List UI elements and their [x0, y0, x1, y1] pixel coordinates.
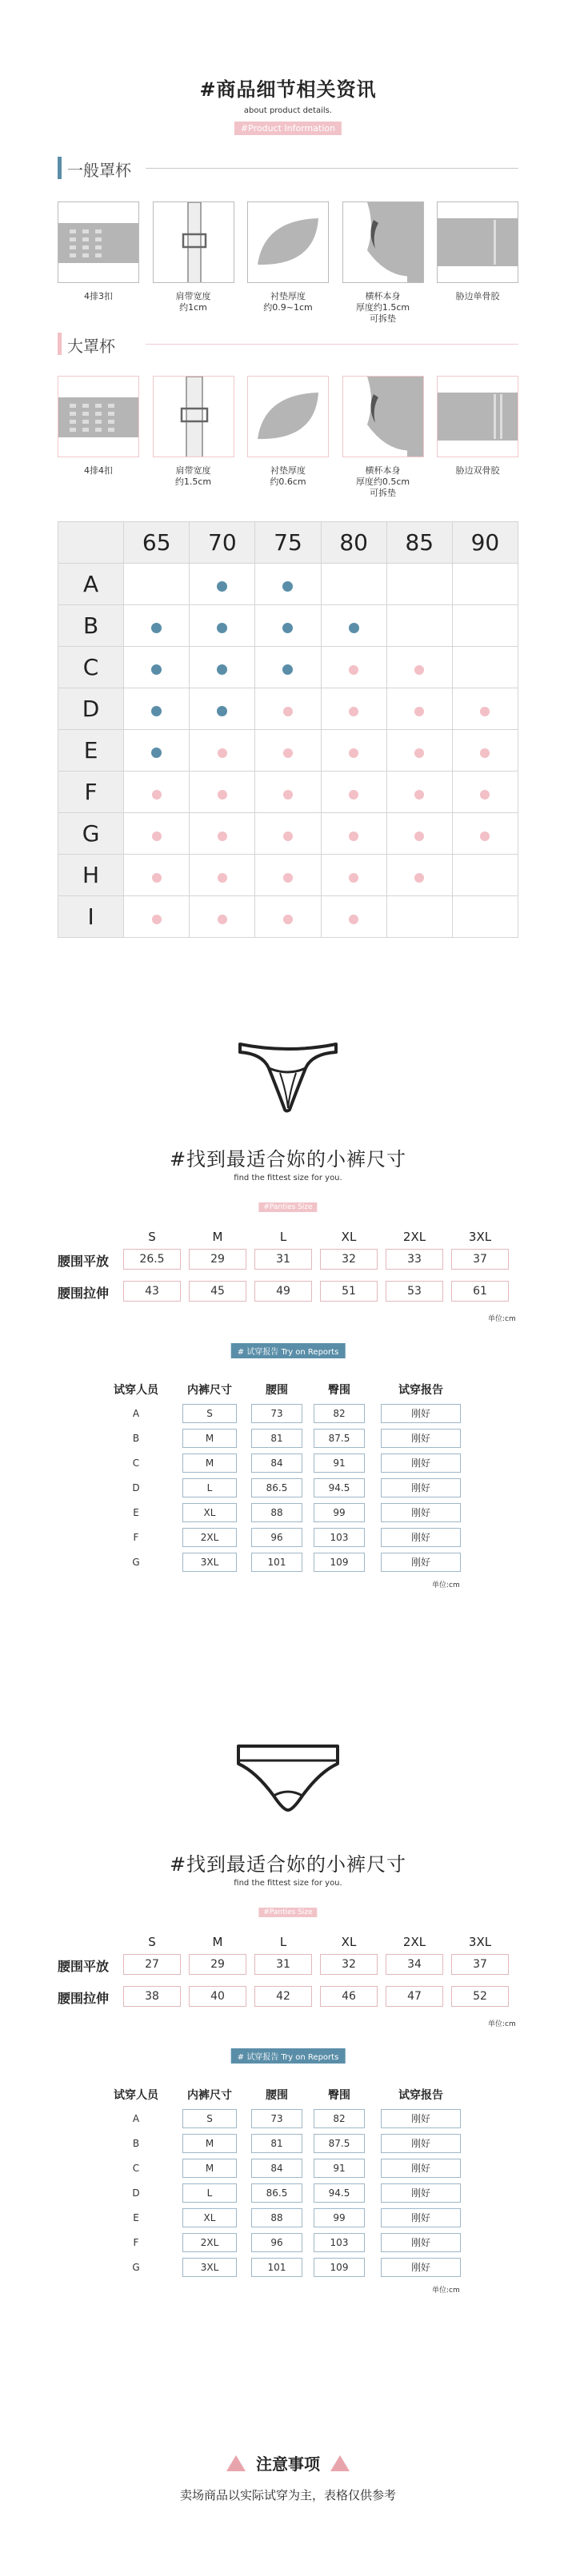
try-on-report-badge: # 试穿报告 Try on Reports: [231, 1343, 346, 1358]
grid-cell: [255, 772, 321, 813]
grid-cell: [386, 896, 452, 938]
cup-header: D: [58, 688, 124, 730]
grid-cell: [321, 730, 386, 772]
report-cell: 101: [251, 1553, 302, 1572]
detail-card: [247, 376, 329, 488]
band-header: 85: [386, 522, 452, 564]
grid-cell: [386, 855, 452, 896]
measure-cell: 43: [123, 1281, 181, 1302]
report-cell: 82: [314, 1404, 365, 1423]
normal-cup-dot: [282, 664, 293, 675]
report-header: 试穿报告: [398, 1384, 443, 1397]
measure-cell: 51: [320, 1281, 378, 1302]
grid-cell: [321, 772, 386, 813]
large-cup-dot: [480, 790, 490, 800]
detail-card-caption: 胁边单骨胶: [455, 291, 500, 301]
large-cup-dot: [349, 748, 358, 758]
band-header: 75: [255, 522, 321, 564]
measure-cell: 38: [123, 1986, 181, 2007]
report-tester: D: [132, 1482, 140, 1493]
large-cup-dot: [283, 790, 293, 800]
report-tester: D: [132, 2187, 140, 2199]
grid-cell: [190, 896, 255, 938]
report-cell: 88: [251, 1503, 302, 1522]
grid-cell: [190, 647, 255, 688]
report-cell: 刚好: [381, 1553, 461, 1572]
report-tester: C: [132, 2163, 140, 2174]
measure-label: 腰围拉伸: [58, 1991, 110, 2006]
grid-cell: [452, 647, 518, 688]
large-cup-dot: [218, 748, 227, 758]
hook-clasp-3-icon: [58, 201, 139, 283]
report-header: 内裤尺寸: [187, 1384, 232, 1397]
large-cup-dot: [152, 915, 162, 924]
report-cell: 刚好: [381, 2208, 461, 2227]
detail-card-caption: 肩带宽度 约1.5cm: [174, 465, 212, 487]
large-cup-dot: [414, 831, 424, 841]
measure-cell: 61: [451, 1281, 509, 1302]
grid-cell: [255, 605, 321, 647]
panty-title: #找到最适合妳的小裤尺寸: [169, 1148, 407, 1170]
grid-cell: [190, 855, 255, 896]
measure-cell: 34: [386, 1954, 443, 1975]
report-unit-label: 单位:cm: [432, 1581, 460, 1589]
report-header: 试穿报告: [398, 2089, 443, 2102]
cup-side-icon: [342, 376, 424, 457]
report-header: 内裤尺寸: [187, 2089, 232, 2102]
large-cup-cards: [58, 376, 518, 504]
size-header: 2XL: [402, 1935, 426, 1949]
size-header: 3XL: [468, 1230, 492, 1244]
grid-cell: [124, 896, 190, 938]
large-cup-dot: [480, 831, 490, 841]
grid-cell: [255, 688, 321, 730]
grid-cell: [190, 772, 255, 813]
large-cup-dot: [349, 665, 358, 675]
band-header: 70: [190, 522, 255, 564]
normal-cup-dot: [151, 748, 162, 758]
report-cell: 88: [251, 2208, 302, 2227]
report-cell: 刚好: [381, 1453, 461, 1473]
grid-cell: [321, 647, 386, 688]
size-header: 2XL: [402, 1230, 426, 1244]
size-header: 3XL: [468, 1935, 492, 1949]
report-tester: F: [133, 2237, 139, 2248]
report-cell: XL: [182, 1503, 237, 1522]
grid-cell: [321, 564, 386, 605]
unit-label: 单位:cm: [488, 2020, 516, 2028]
grid-cell: [190, 730, 255, 772]
grid-cell: [124, 564, 190, 605]
detail-card: [153, 201, 234, 313]
size-header: M: [212, 1935, 223, 1949]
report-cell: 87.5: [314, 1429, 365, 1448]
detail-card: [153, 376, 234, 488]
grid-cell: [255, 564, 321, 605]
grid-cell: [255, 730, 321, 772]
rib-band-icon: [437, 376, 518, 457]
measure-cell: 27: [123, 1954, 181, 1975]
band-header: 80: [321, 522, 386, 564]
thong-icon: [232, 1036, 344, 1116]
report-header: 腰围: [266, 2089, 288, 2102]
grid-cell: [124, 688, 190, 730]
report-cell: M: [182, 1453, 237, 1473]
cup-header: H: [58, 855, 124, 896]
panty-subtitle: find the fittest size for you.: [234, 1879, 342, 1888]
measure-cell: 53: [386, 1281, 443, 1302]
report-cell: 87.5: [314, 2134, 365, 2153]
large-cup-dot: [480, 707, 490, 716]
report-cell: 3XL: [182, 1553, 237, 1572]
grid-cell: [452, 730, 518, 772]
report-cell: 刚好: [381, 1478, 461, 1497]
grid-cell: [452, 564, 518, 605]
large-cup-dot: [218, 873, 227, 883]
grid-cell: [386, 730, 452, 772]
page-title: #商品细节相关资讯: [199, 78, 377, 101]
cup-header: E: [58, 730, 124, 772]
report-tester: B: [132, 2138, 140, 2149]
notice-text: 卖场商品以实际试穿为主，表格仅供参考: [179, 2488, 396, 2502]
report-cell: S: [182, 2109, 237, 2128]
measure-cell: 46: [320, 1986, 378, 2007]
measure-cell: 29: [189, 1954, 246, 1975]
large-cup-dot: [414, 665, 424, 675]
grid-cell: [255, 896, 321, 938]
normal-cup-dot: [217, 706, 227, 716]
cup-header: F: [58, 772, 124, 813]
report-tester: G: [132, 2262, 140, 2273]
detail-card: [437, 201, 518, 302]
notice-title: 注意事项: [256, 2454, 320, 2474]
report-cell: 刚好: [381, 2159, 461, 2178]
detail-card-caption: 4排4扣: [84, 465, 113, 476]
product-info-badge: #Product Information: [234, 122, 342, 135]
measure-cell: 40: [189, 1986, 246, 2007]
warning-icon: [330, 2455, 350, 2471]
large-cup-dot: [218, 790, 227, 800]
strap-icon: [153, 201, 234, 283]
report-cell: 109: [314, 2258, 365, 2277]
measure-label: 腰围平放: [58, 1959, 110, 1974]
cup-header: I: [58, 896, 124, 938]
measure-cell: 26.5: [123, 1249, 181, 1270]
report-cell: 3XL: [182, 2258, 237, 2277]
report-header: 腰围: [266, 1384, 288, 1397]
measure-cell: 45: [189, 1281, 246, 1302]
grid-cell: [255, 813, 321, 855]
report-cell: 84: [251, 1453, 302, 1473]
detail-card-caption: 肩带宽度 约1cm: [175, 291, 211, 313]
pad-icon: [247, 201, 329, 283]
report-cell: 刚好: [381, 2233, 461, 2252]
report-cell: 86.5: [251, 1478, 302, 1497]
report-cell: L: [182, 1478, 237, 1497]
size-header: L: [279, 1230, 287, 1244]
report-cell: M: [182, 2134, 237, 2153]
section-large-cup: [58, 331, 518, 357]
measure-cell: 29: [189, 1249, 246, 1270]
report-cell: 103: [314, 2233, 365, 2252]
grid-cell: [321, 605, 386, 647]
report-cell: 82: [314, 2109, 365, 2128]
grid-cell: [452, 772, 518, 813]
size-header: XL: [341, 1935, 357, 1949]
report-tester: G: [132, 1557, 140, 1568]
large-cup-dot: [152, 831, 162, 841]
report-cell: 刚好: [381, 2183, 461, 2203]
normal-cup-dot: [282, 623, 293, 633]
large-cup-dot: [218, 915, 227, 924]
grid-cell: [321, 813, 386, 855]
report-tester: E: [133, 1507, 139, 1518]
measure-label: 腰围拉伸: [58, 1286, 110, 1301]
report-cell: 109: [314, 1553, 365, 1572]
report-cell: 2XL: [182, 2233, 237, 2252]
report-cell: 81: [251, 1429, 302, 1448]
report-cell: 101: [251, 2258, 302, 2277]
grid-cell: [452, 813, 518, 855]
report-tester: A: [132, 2113, 140, 2124]
grid-cell: [124, 730, 190, 772]
measure-cell: 37: [451, 1954, 509, 1975]
large-cup-dot: [414, 748, 424, 758]
report-header: 试穿人员: [114, 2089, 158, 2102]
normal-cup-dot: [282, 581, 293, 592]
measure-cell: 32: [320, 1954, 378, 1975]
report-cell: 刚好: [381, 2258, 461, 2277]
report-cell: 84: [251, 2159, 302, 2178]
grid-cell: [124, 647, 190, 688]
large-cup-dot: [283, 873, 293, 883]
large-cup-dot: [283, 748, 293, 758]
report-cell: 99: [314, 1503, 365, 1522]
report-cell: 96: [251, 1528, 302, 1547]
report-cell: 2XL: [182, 1528, 237, 1547]
report-cell: 刚好: [381, 2134, 461, 2153]
large-cup-dot: [218, 831, 227, 841]
report-tester: A: [132, 1408, 140, 1419]
normal-cup-dot: [151, 664, 162, 675]
hook-clasp-4-icon: [58, 376, 139, 457]
report-tester: C: [132, 1457, 140, 1469]
measure-cell: 31: [254, 1249, 312, 1270]
large-cup-dot: [152, 873, 162, 883]
brief-icon: [234, 1740, 342, 1816]
grid-cell: [386, 605, 452, 647]
grid-cell: [190, 564, 255, 605]
report-cell: 73: [251, 1404, 302, 1423]
size-header: S: [148, 1935, 156, 1949]
section-large-cup-label: 大罩杯: [67, 337, 115, 356]
measure-cell: 32: [320, 1249, 378, 1270]
section-normal-cup-label: 一般罩杯: [67, 161, 131, 180]
detail-card-caption: 胁边双骨胶: [455, 465, 500, 476]
report-header: 臀围: [328, 1384, 350, 1397]
detail-card-caption: 衬垫厚度 约0.6cm: [270, 465, 306, 487]
report-tester: B: [132, 1433, 140, 1444]
grid-cell: [386, 688, 452, 730]
size-header: M: [212, 1230, 223, 1244]
report-tester: E: [133, 2212, 139, 2223]
grid-cell: [124, 772, 190, 813]
size-header: S: [148, 1230, 156, 1244]
grid-cell: [190, 688, 255, 730]
cup-side-icon: [342, 201, 424, 283]
cup-header: C: [58, 647, 124, 688]
panty-subtitle: find the fittest size for you.: [234, 1174, 342, 1182]
grid-cell: [255, 855, 321, 896]
large-cup-dot: [349, 915, 358, 924]
report-cell: 94.5: [314, 2183, 365, 2203]
grid-cell: [386, 564, 452, 605]
detail-card: [247, 201, 329, 313]
detail-card-caption: 4排3扣: [84, 291, 113, 301]
grid-corner: [58, 522, 124, 564]
grid-cell: [452, 605, 518, 647]
measure-cell: 49: [254, 1281, 312, 1302]
panty-title: #找到最适合妳的小裤尺寸: [169, 1853, 407, 1876]
detail-card-caption: 衬垫厚度 约0.9~1cm: [263, 291, 313, 313]
size-header: XL: [341, 1230, 357, 1244]
large-cup-dot: [414, 790, 424, 800]
band-header: 65: [124, 522, 190, 564]
grid-cell: [321, 855, 386, 896]
large-cup-dot: [152, 790, 162, 800]
pad-icon: [247, 376, 329, 457]
cup-header: B: [58, 605, 124, 647]
large-cup-dot: [414, 873, 424, 883]
report-cell: 刚好: [381, 1404, 461, 1423]
grid-cell: [386, 772, 452, 813]
report-header: 臀围: [328, 2089, 350, 2102]
large-cup-dot: [480, 748, 490, 758]
report-cell: 73: [251, 2109, 302, 2128]
report-header: 试穿人员: [114, 1384, 158, 1397]
report-unit-label: 单位:cm: [432, 2287, 460, 2295]
measure-cell: 52: [451, 1986, 509, 2007]
detail-card: [437, 376, 518, 477]
measure-cell: 42: [254, 1986, 312, 2007]
grid-cell: [190, 813, 255, 855]
report-cell: 91: [314, 2159, 365, 2178]
report-cell: 刚好: [381, 2109, 461, 2128]
measure-cell: 33: [386, 1249, 443, 1270]
report-cell: 81: [251, 2134, 302, 2153]
cup-header: A: [58, 564, 124, 605]
report-cell: 刚好: [381, 1429, 461, 1448]
grid-cell: [321, 896, 386, 938]
grid-cell: [386, 647, 452, 688]
large-cup-dot: [283, 707, 293, 716]
grid-cell: [124, 813, 190, 855]
report-cell: S: [182, 1404, 237, 1423]
report-cell: 91: [314, 1453, 365, 1473]
report-cell: M: [182, 1429, 237, 1448]
grid-cell: [386, 813, 452, 855]
large-cup-dot: [283, 831, 293, 841]
band-header: 90: [452, 522, 518, 564]
report-cell: L: [182, 2183, 237, 2203]
measure-label: 腰围平放: [58, 1254, 110, 1269]
report-cell: 刚好: [381, 1528, 461, 1547]
large-cup-dot: [414, 707, 424, 716]
normal-cup-cards: [58, 201, 518, 329]
cup-header: G: [58, 813, 124, 855]
panty-size-badge: #Panties Size: [258, 1908, 317, 1917]
detail-card: [58, 376, 139, 477]
detail-card-caption: 横杯本身 厚度约0.5cm 可拆垫: [355, 465, 410, 498]
page-subtitle: about product details.: [243, 106, 333, 115]
report-cell: 103: [314, 1528, 365, 1547]
panty-size-badge: #Panties Size: [258, 1202, 317, 1212]
large-cup-dot: [349, 790, 358, 800]
grid-cell: [452, 688, 518, 730]
report-tester: F: [133, 1532, 139, 1543]
large-cup-dot: [349, 873, 358, 883]
grid-cell: [124, 605, 190, 647]
report-cell: M: [182, 2159, 237, 2178]
warning-icon: [226, 2455, 246, 2471]
grid-cell: [452, 896, 518, 938]
large-cup-dot: [349, 707, 358, 716]
bra-size-grid: [58, 521, 518, 938]
report-cell: 86.5: [251, 2183, 302, 2203]
large-cup-dot: [349, 831, 358, 841]
grid-cell: [190, 605, 255, 647]
grid-cell: [255, 647, 321, 688]
detail-card-caption: 横杯本身 厚度约1.5cm 可拆垫: [355, 291, 410, 324]
normal-cup-dot: [349, 623, 359, 633]
report-cell: XL: [182, 2208, 237, 2227]
rib-band-icon: [437, 201, 518, 283]
unit-label: 单位:cm: [488, 1315, 516, 1323]
try-on-report-badge: # 试穿报告 Try on Reports: [231, 2048, 346, 2064]
measure-cell: 47: [386, 1986, 443, 2007]
section-normal-cup: [58, 155, 518, 181]
detail-card: [342, 376, 424, 499]
notice-header: [0, 2451, 576, 2474]
measure-cell: 37: [451, 1249, 509, 1270]
large-cup-dot: [283, 915, 293, 924]
detail-card: [58, 201, 139, 302]
report-cell: 96: [251, 2233, 302, 2252]
detail-card: [342, 201, 424, 325]
report-cell: 94.5: [314, 1478, 365, 1497]
grid-cell: [321, 688, 386, 730]
normal-cup-dot: [217, 623, 227, 633]
report-cell: 99: [314, 2208, 365, 2227]
normal-cup-dot: [217, 581, 227, 592]
measure-cell: 31: [254, 1954, 312, 1975]
normal-cup-dot: [217, 664, 227, 675]
grid-cell: [452, 855, 518, 896]
report-cell: 刚好: [381, 1503, 461, 1522]
normal-cup-dot: [151, 706, 162, 716]
normal-cup-dot: [151, 623, 162, 633]
strap-icon: [153, 376, 234, 457]
size-header: L: [279, 1935, 287, 1949]
grid-cell: [124, 855, 190, 896]
